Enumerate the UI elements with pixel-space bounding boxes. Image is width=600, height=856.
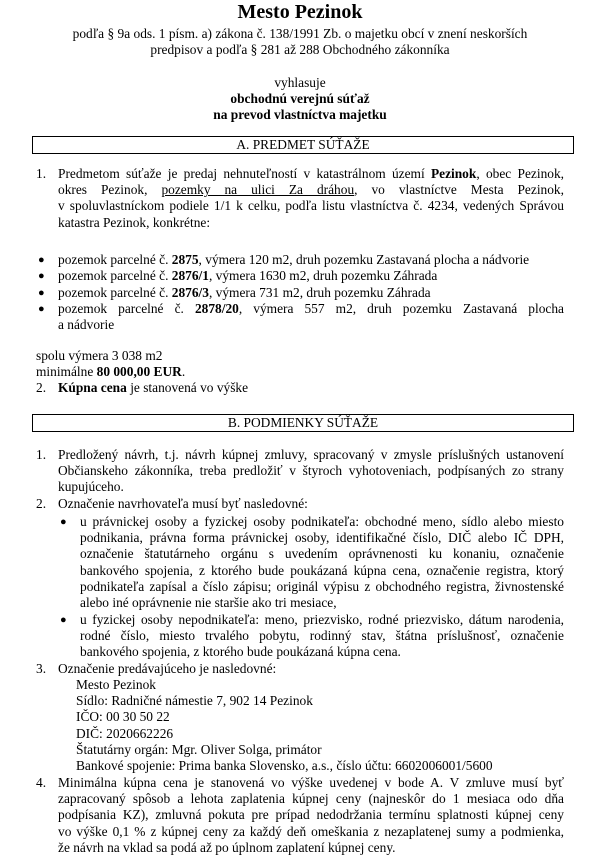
- minimum-price: minimálne 80 000,00 EUR.: [36, 364, 186, 379]
- item-number: 1.: [36, 166, 47, 181]
- announce-subject: obchodnú verejnú súťaž: [230, 91, 370, 107]
- bullet-icon: ●: [38, 303, 45, 315]
- item-number: 3.: [36, 661, 47, 676]
- section-a-item1: [58, 166, 564, 231]
- seller-details: Mesto Pezinok Sídlo: Radničné námestie 7, 902 14 Pezinok IČO: 00 30 50 22 DIČ: 2020662226 Štatutárny orgán: Mgr. Oliver Solga, primátor Bankové spojenie: Prima banka Slovensko, a.s., číslo účtu: 6602006001/5600: [76, 677, 493, 774]
- total-area: spolu výmera 3 038 m2: [36, 348, 163, 363]
- section-b-heading: B. PODMIENKY SÚŤAŽE: [32, 414, 574, 432]
- parcel-item: pozemok parcelné č. 2876/3, výmera 731 m2, druh pozemku Záhrada: [58, 285, 431, 300]
- announce-subject: na prevod vlastníctva majetku: [213, 107, 387, 123]
- parcel-item: pozemok parcelné č. 2878/20, výmera 557 m2, druh pozemku Zastavaná plocha a nádvorie: [58, 301, 564, 333]
- text-line: Predmetom súťaže je predaj nehnuteľností v katastrálnom území Pezinok, obec Pezinok,: [58, 166, 565, 181]
- section-b-item3: Označenie predávajúceho je nasledovné:: [58, 661, 277, 676]
- bullet-icon: ●: [38, 254, 45, 266]
- natural-person-requirements: u fyzickej osoby nepodnikateľa: meno, priezvisko, rodné priezvisko, dátum narodenia, rodné číslo, miesto trvalého pobytu, rodinný stav, štátna príslušnosť, označenie bankového spojenia, z ktorého bude poukázaná kúpna cena.: [80, 612, 564, 660]
- text-line: v spoluvlastníckom podiele 1/1 k celku, podľa listu vlastníctva č. 4234, vedených Správou: [58, 198, 564, 214]
- parcel-item: pozemok parcelné č. 2875, výmera 120 m2, druh pozemku Zastavaná plocha a nádvorie: [58, 252, 530, 267]
- section-a-heading: A. PREDMET SÚŤAŽE: [32, 136, 574, 154]
- announce-verb: vyhlasuje: [274, 75, 326, 90]
- parcel-item: pozemok parcelné č. 2876/1, výmera 1630 m2, druh pozemku Záhrada: [58, 268, 438, 283]
- document-title: Mesto Pezinok: [237, 1, 363, 23]
- item-number: 4.: [36, 775, 47, 790]
- bullet-icon: ●: [38, 270, 45, 282]
- announcement: [40, 75, 560, 124]
- section-b-item4: Minimálna kúpna cena je stanovená vo výške uvedenej v bode A. V zmluve musí byť zapracovaný spôsob a lehota zaplatenia kúpnej ceny (najneskôr do 1 mesiaca odo dňa podpísania KZ), zmluvná pokuta pre prípad nedodržania termínu splatnosti kúpnej ceny vo výške 0,1 % z kúpnej ceny za každý deň omeškania z nezaplatenej sumy a podmienka, že návrh na vklad sa podá až po úplnom zaplatení kúpnej ceny.: [58, 775, 564, 855]
- section-a-item2: Kúpna cena je stanovená vo výške: [58, 380, 249, 395]
- item-number: 2.: [36, 496, 47, 511]
- bullet-icon: ●: [38, 287, 45, 299]
- text-line: katastra Pezinok, konkrétne:: [58, 214, 211, 230]
- section-b-item1: Predložený návrh, t.j. návrh kúpnej zmluvy, spracovaný v zmysle príslušných ustanovení Občianskeho zákonníka, treba predložiť v štyroch vyhotoveniach, podpísaných zo strany kupujúceho.: [58, 447, 564, 495]
- legal-entity-requirements: u právnickej osoby a fyzickej osoby podnikateľa: obchodné meno, sídlo alebo miesto podnikania, právna forma právnickej osoby, identifikačné číslo, DIČ alebo IČ DPH, označenie štatutárneho orgánu s uvedením oprávnenosti ku konaniu, označenie bankového spojenia, z ktorého bude poukázaná kúpna cena, označenie registra, ktorý podnikateľa zapísal a číslo zápisu; originál výpisu z obchodného registra, živnostenské alebo iné oprávnenie nie staršie ako tri mesiace,: [80, 514, 564, 611]
- legal-basis-line: podľa § 9a ods. 1 písm. a) zákona č. 138/1991 Zb. o majetku obcí v znení neskorších: [72, 26, 528, 41]
- bullet-icon: ●: [60, 516, 67, 528]
- text-line: okres Pezinok, pozemky na ulici Za dráhou, vo vlastníctve Mesta Pezinok,: [58, 182, 564, 198]
- item-number: 2.: [36, 380, 47, 395]
- legal-basis-line: predpisov a podľa § 281 až 288 Obchodného zákonníka: [150, 42, 450, 58]
- bullet-icon: ●: [60, 614, 67, 626]
- section-b-item2: Označenie navrhovateľa musí byť nasledovné:: [58, 496, 308, 511]
- item-number: 1.: [36, 447, 47, 462]
- legal-basis: [40, 26, 560, 58]
